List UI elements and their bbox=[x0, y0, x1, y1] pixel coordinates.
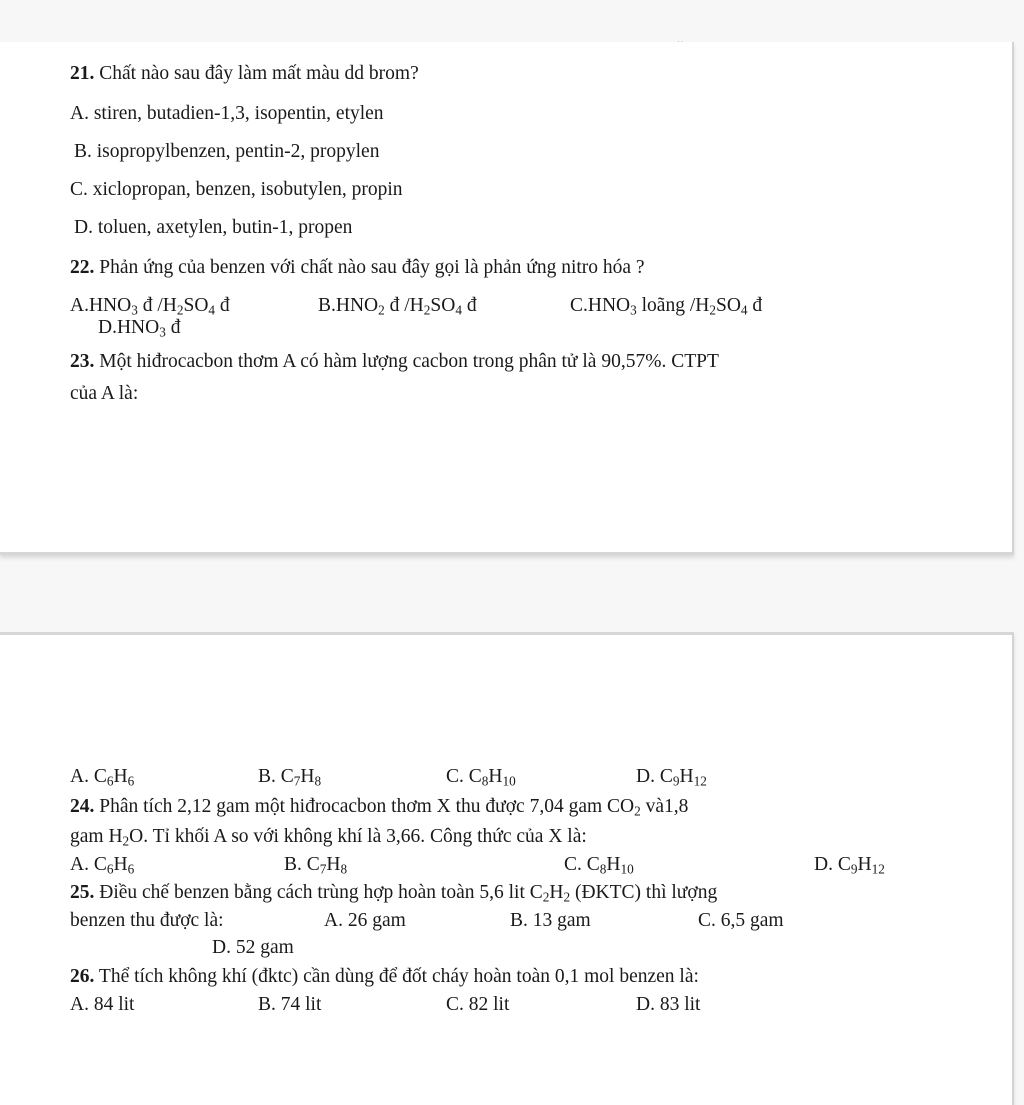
question-text: Chất nào sau đây làm mất màu dd brom? bbox=[99, 63, 419, 84]
q21-option-a: A. stiren, butadien-1,3, isopentin, etylen bbox=[70, 103, 384, 124]
question-24: 24. Phân tích 2,12 gam một hiđrocacbon thơm X thu được 7,04 gam $CO_2$ và1,8 bbox=[70, 796, 689, 819]
q26-option-d: D. 83 lit bbox=[636, 994, 701, 1015]
question-number: 22. bbox=[70, 257, 95, 278]
document-page-2 bbox=[0, 632, 1014, 1105]
q24-option-c: C. $C_8H_{10}$ bbox=[564, 854, 634, 877]
question-text: Thể tích không khí (đktc) cần dùng để đốt cháy hoàn toàn 0,1 mol benzen là: bbox=[98, 966, 699, 987]
q25-option-d: D. 52 gam bbox=[212, 937, 294, 958]
question-23 bbox=[70, 352, 719, 372]
question-number: 25. bbox=[70, 882, 95, 903]
question-25: 25. Điều chế benzen bằng cách trùng hợp hoàn toàn 5,6 lit $C_2H_2$ (ĐKTC) thì lượng bbox=[70, 882, 718, 905]
q23-option-c: C. $C_8H_{10}$ bbox=[446, 766, 516, 789]
q23-option-a: A. $C_6H_6$ bbox=[70, 766, 135, 789]
question-number: 21. bbox=[70, 63, 95, 84]
q23-option-d: D. $C_9H_{12}$ bbox=[636, 766, 707, 789]
question-22 bbox=[70, 258, 645, 278]
q24-option-d: D. $C_9H_{12}$ bbox=[814, 854, 885, 877]
q26-option-a: A. 84 lit bbox=[70, 994, 135, 1015]
q21-option-d: D. toluen, axetylen, butin-1, propen bbox=[74, 217, 353, 238]
q25-option-a: A. 26 gam bbox=[324, 910, 406, 931]
document-page-1 bbox=[0, 42, 1014, 555]
q24-option-b: B. $C_7H_8$ bbox=[284, 854, 348, 877]
q22-option-d: $D.HNO_3$ đ bbox=[98, 317, 181, 340]
question-number: 23. bbox=[70, 351, 95, 372]
question-number: 24. bbox=[70, 796, 95, 817]
q25-option-c: C. 6,5 gam bbox=[698, 910, 784, 931]
question-21 bbox=[70, 64, 419, 84]
question-text: Phản ứng của benzen với chất nào sau đây gọi là phản ứng nitro hóa ? bbox=[99, 257, 645, 278]
q21-option-b: B. isopropylbenzen, pentin-2, propylen bbox=[74, 141, 380, 162]
q21-option-c: C. xiclopropan, benzen, isobutylen, propin bbox=[70, 179, 403, 200]
q22-option-b: $B.HNO_2$ đ $/H_2SO_4$ đ bbox=[318, 295, 477, 318]
question-25-line2: benzen thu được là: bbox=[70, 910, 224, 931]
q22-option-c: $C.HNO_3$ loãng $/H_2SO_4$ đ bbox=[570, 295, 763, 318]
q26-option-b: B. 74 lit bbox=[258, 994, 322, 1015]
q26-option-c: C. 82 lit bbox=[446, 994, 510, 1015]
q24-option-a: A. $C_6H_6$ bbox=[70, 854, 135, 877]
question-23-line2: của A là: bbox=[70, 383, 139, 404]
q22-option-a: $A.HNO_3$ đ $/H_2SO_4$ đ bbox=[70, 295, 230, 318]
question-26 bbox=[70, 967, 699, 987]
q23-option-b: B. $C_7H_8$ bbox=[258, 766, 322, 789]
question-24-line2: gam $H_2O$. Tỉ khối A so với không khí là 3,66. Công thức của X là: bbox=[70, 826, 587, 849]
question-text: Một hiđrocacbon thơm A có hàm lượng cacbon trong phân tử là 90,57%. CTPT bbox=[99, 351, 719, 372]
question-number: 26. bbox=[70, 966, 95, 987]
q25-option-b: B. 13 gam bbox=[510, 910, 591, 931]
